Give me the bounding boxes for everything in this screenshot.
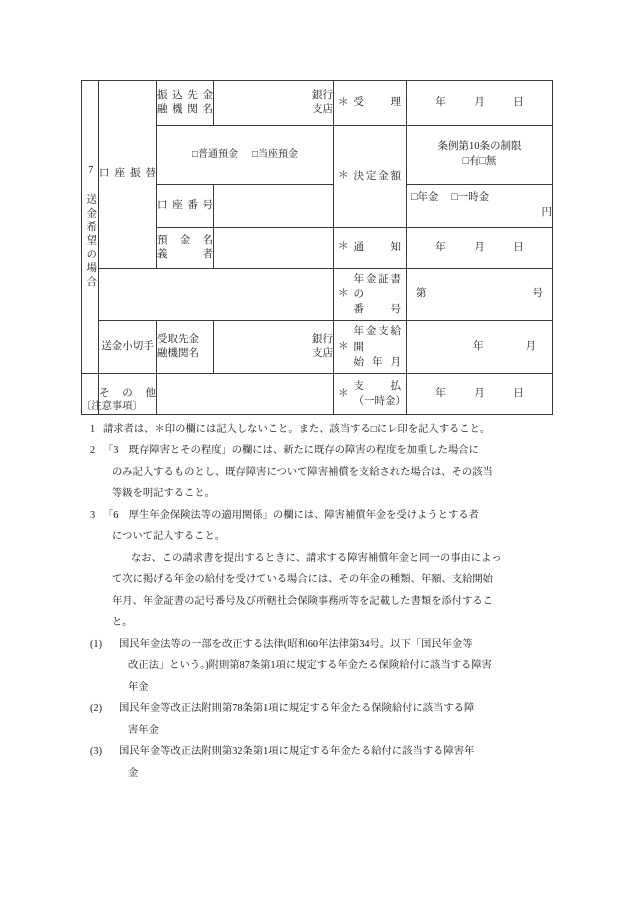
pension-checkbox[interactable]: □年金 bbox=[411, 192, 439, 204]
note-body bbox=[103, 440, 559, 462]
note-body bbox=[103, 419, 559, 441]
account-number-input[interactable] bbox=[214, 184, 334, 227]
note-line: 国民年金等改正法附則第32条第1項に規定する年金たる給付に該当する障害年 bbox=[119, 746, 475, 757]
bank-suffix-line2: 支店 bbox=[312, 104, 333, 115]
note-number: 2 bbox=[90, 445, 96, 456]
section-vertical-header-label: 7 送金希望の場合 bbox=[85, 164, 97, 290]
notification-date-input[interactable] bbox=[407, 227, 553, 268]
decided-amount-asterisk: ＊ bbox=[338, 170, 349, 182]
note-line: なお、この請求書を提出するときに、請求する障害補償年金と同一の事由によっ bbox=[131, 552, 502, 564]
note-body bbox=[119, 698, 559, 720]
note-line: のみ記入するものとし、既存障害について障害補償を支給された場合は、その該当 bbox=[112, 466, 493, 478]
payee-bank-name-label-line1: 受取先金 bbox=[157, 334, 199, 345]
pension-certificate-number-input[interactable] bbox=[407, 268, 553, 321]
ordinary-deposit-checkbox[interactable]: □普通預金 bbox=[191, 148, 238, 160]
note-line: 「6 厚生年金保険法等の適用関係」の欄には、障害補償年金を受けようとする者 bbox=[103, 509, 479, 521]
note-continuation bbox=[81, 462, 559, 505]
depositor-name-label-line2: 義者 bbox=[157, 248, 213, 260]
note-body bbox=[103, 505, 559, 527]
decided-amount-label: 決定金額 bbox=[353, 170, 401, 182]
table-row bbox=[82, 321, 553, 374]
note-sub-item bbox=[81, 634, 559, 656]
notification-asterisk: ＊ bbox=[338, 241, 349, 253]
acceptance-label-cell bbox=[334, 81, 407, 126]
payee-bank-name-label bbox=[157, 321, 214, 374]
note-line: 年金 bbox=[128, 681, 149, 693]
depositor-name-label-line1: 預金名 bbox=[157, 234, 213, 246]
note-sub-number: (1) bbox=[90, 638, 103, 650]
acceptance-date-input[interactable] bbox=[407, 81, 553, 126]
note-item bbox=[81, 419, 559, 441]
amount-unit-yen: 円 bbox=[541, 207, 552, 219]
account-transfer-label: 口座振替 bbox=[99, 81, 157, 269]
payment-lumpsum-asterisk: ＊ bbox=[338, 387, 349, 399]
notification-year: 年 bbox=[435, 241, 446, 253]
acceptance-day: 日 bbox=[513, 96, 524, 108]
payment-lumpsum-day: 日 bbox=[513, 387, 524, 399]
pension-start-month: 月 bbox=[525, 341, 536, 353]
table-row bbox=[82, 81, 553, 126]
payee-bank-name-input[interactable] bbox=[214, 321, 334, 374]
note-sub-item bbox=[81, 741, 559, 763]
depositor-name-input[interactable] bbox=[214, 227, 334, 268]
pension-start-date-input[interactable] bbox=[407, 321, 553, 374]
note-line: と。 bbox=[112, 617, 133, 628]
note-line: 年月、年金証書の記号番号及び所轄社会保険事務所等を記載した書類を添付するこ bbox=[112, 595, 493, 607]
notification-label-cell bbox=[334, 227, 407, 268]
ordinance-restriction-cell[interactable] bbox=[407, 126, 553, 185]
note-line: 国民年金等改正法附則第78条第1項に規定する年金たる保険給付に該当する障 bbox=[119, 703, 475, 714]
ordinance-yes-checkbox[interactable]: □有 bbox=[462, 156, 480, 168]
note-line: 等級を明記すること。 bbox=[112, 488, 215, 499]
account-number-label: 口座番号 bbox=[157, 184, 214, 227]
pension-certificate-label-line2: 番号 bbox=[353, 304, 401, 316]
pension-certificate-label-line1: 年金証書の bbox=[353, 273, 401, 300]
payee-bank-suffix-line1: 銀行 bbox=[312, 334, 333, 345]
note-sub-number: (2) bbox=[90, 703, 103, 714]
note-line: 請求者は、＊印の欄には記入しないこと。また、該当する□にレ印を記入すること。 bbox=[103, 423, 491, 435]
payment-kind-amount-cell[interactable] bbox=[407, 184, 553, 227]
pension-start-asterisk: ＊ bbox=[338, 340, 349, 352]
notes-title: 〔注意事項〕 bbox=[81, 401, 143, 412]
note-line: 国民年金法等の一部を改正する法律(昭和60年法律第34号。以下「国民年金等 bbox=[119, 638, 473, 650]
section-vertical-header bbox=[82, 81, 99, 374]
transfer-bank-name-label-line1: 振込先金 bbox=[157, 89, 213, 101]
remittance-form-table bbox=[81, 80, 552, 415]
certificate-prefix-dai: 第 bbox=[416, 288, 427, 300]
transfer-bank-name-label bbox=[157, 81, 214, 126]
payment-lumpsum-label-line1: 支払 bbox=[353, 380, 401, 392]
note-line: 金 bbox=[128, 767, 139, 779]
payee-bank-name-label-line2: 融機関名 bbox=[157, 348, 199, 360]
note-item bbox=[81, 505, 559, 527]
transfer-bank-name-input[interactable] bbox=[214, 81, 334, 126]
payment-lumpsum-year: 年 bbox=[435, 387, 446, 399]
pension-certificate-label-cell bbox=[334, 268, 407, 321]
acceptance-year: 年 bbox=[435, 96, 446, 108]
note-sub-number: (3) bbox=[90, 746, 103, 757]
notification-month: 月 bbox=[474, 241, 485, 253]
note-sub-continuation bbox=[81, 720, 559, 742]
note-body bbox=[119, 741, 559, 763]
note-item bbox=[81, 440, 559, 462]
note-line: 改正法」という。)附則第87条第1項に規定する年金たる保険給付に該当する障害 bbox=[128, 660, 492, 671]
note-line: 「3 既存障害とその程度」の欄には、新たに既存の障害の程度を加重した場合に bbox=[103, 445, 479, 456]
deposit-type-checkboxes[interactable] bbox=[157, 126, 334, 185]
pension-start-label-line2: 始年月 bbox=[353, 356, 401, 368]
notification-label: 通知 bbox=[353, 242, 401, 254]
pension-certificate-asterisk: ＊ bbox=[338, 288, 349, 300]
payment-lumpsum-label-line2: （一時金） bbox=[353, 396, 406, 407]
note-number: 1 bbox=[90, 423, 96, 435]
table-spacer-left bbox=[99, 268, 334, 321]
note-sub-continuation bbox=[81, 655, 559, 698]
payment-lumpsum-month: 月 bbox=[474, 387, 485, 399]
current-deposit-checkbox[interactable]: □当座預金 bbox=[252, 148, 299, 160]
lump-sum-checkbox[interactable]: □一時金 bbox=[451, 192, 490, 204]
acceptance-label: 受理 bbox=[353, 97, 401, 109]
note-line: て次に掲げる年金の給付を受けている場合には、その年金の種類、年額、支給開始 bbox=[112, 574, 493, 585]
pension-start-label-line1: 年金支給開 bbox=[353, 326, 401, 353]
table-row bbox=[82, 268, 553, 321]
certificate-suffix-gou: 号 bbox=[532, 288, 543, 300]
remittance-check-label: 送金小切手 bbox=[99, 321, 157, 374]
note-sub-continuation bbox=[81, 763, 559, 785]
other-label: その他 bbox=[99, 374, 157, 415]
note-number: 3 bbox=[90, 509, 96, 521]
pension-start-label-cell bbox=[334, 321, 407, 374]
acceptance-asterisk: ＊ bbox=[338, 96, 349, 108]
notes-section bbox=[81, 396, 559, 784]
notification-day: 日 bbox=[513, 241, 524, 253]
depositor-name-label bbox=[157, 227, 214, 268]
acceptance-month: 月 bbox=[474, 96, 485, 108]
note-line: について記入すること。 bbox=[112, 531, 226, 542]
transfer-bank-name-label-line2: 融機関名 bbox=[157, 104, 213, 115]
pension-start-year: 年 bbox=[473, 341, 484, 353]
ordinance-restriction-label: 条例第10条の制限 bbox=[437, 141, 522, 153]
payee-bank-suffix-line2: 支店 bbox=[312, 348, 333, 360]
decided-amount-label-cell bbox=[334, 126, 407, 228]
note-body bbox=[119, 634, 559, 656]
ordinance-no-checkbox[interactable]: □無 bbox=[479, 156, 497, 168]
note-continuation bbox=[81, 526, 559, 634]
note-line: 害年金 bbox=[128, 724, 159, 736]
note-sub-item bbox=[81, 698, 559, 720]
bank-suffix-line1: 銀行 bbox=[312, 89, 333, 101]
